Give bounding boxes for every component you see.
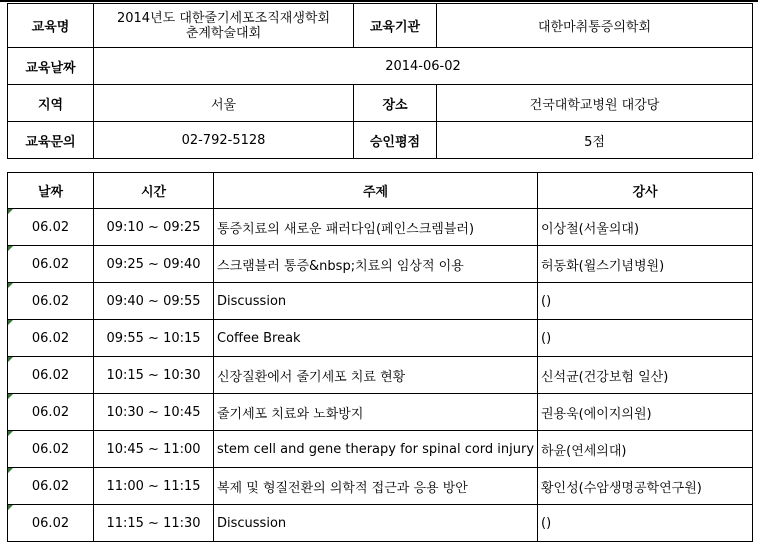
row-time: 09:40 ~ 09:55 [94,283,214,320]
header-speaker: 강사 [538,173,753,209]
row-time: 11:15 ~ 11:30 [94,505,214,542]
row-speaker: 신석균(건강보험 일산) [538,357,753,394]
edu-name-label: 교육명 [8,4,94,48]
row-date: 06.02 [8,394,94,431]
header-topic: 주제 [214,173,538,209]
credit-value: 5점 [437,122,753,159]
table-row [8,320,753,357]
place-label: 장소 [354,85,437,122]
info-row-date [8,48,753,85]
row-topic: stem cell and gene therapy for spinal cord injury [214,431,538,468]
schedule-table [7,172,753,542]
table-row [8,246,753,283]
row-time: 09:25 ~ 09:40 [94,246,214,283]
region-label: 지역 [8,85,94,122]
row-speaker: 황인성(수암생명공학연구원) [538,468,753,505]
org-label: 교육기관 [354,4,437,48]
row-topic: Discussion [214,505,538,542]
header-date: 날짜 [8,173,94,209]
row-topic: 복제 및 형질전환의 의학적 접근과 응용 방안 [214,468,538,505]
schedule-header-row [8,173,753,209]
contact-value: 02-792-5128 [94,122,354,159]
table-row [8,394,753,431]
info-row-name [8,4,753,48]
row-date: 06.02 [8,320,94,357]
row-speaker: 권용욱(에이지의원) [538,394,753,431]
table-row [8,283,753,320]
date-label: 교육날짜 [8,48,94,85]
row-topic: 통증치료의 새로운 패러다임(페인스크렘블러) [214,209,538,246]
table-row [8,468,753,505]
row-topic: Discussion [214,283,538,320]
table-row [8,357,753,394]
row-date: 06.02 [8,209,94,246]
row-speaker: () [538,320,753,357]
row-time: 10:30 ~ 10:45 [94,394,214,431]
info-row-contact [8,122,753,159]
row-date: 06.02 [8,283,94,320]
row-date: 06.02 [8,357,94,394]
row-topic: 스크램블러 통증&nbsp;치료의 임상적 이용 [214,246,538,283]
row-topic: 신장질환에서 줄기세포 치료 현황 [214,357,538,394]
contact-label: 교육문의 [8,122,94,159]
row-time: 10:45 ~ 11:00 [94,431,214,468]
info-row-region [8,85,753,122]
row-speaker: 허동화(윌스기념병원) [538,246,753,283]
row-date: 06.02 [8,505,94,542]
date-value: 2014-06-02 [94,48,753,85]
edu-name-line1: 2014년도 대한줄기세포조직재생학회 [116,10,331,26]
row-time: 09:55 ~ 10:15 [94,320,214,357]
credit-label: 승인평점 [354,122,437,159]
table-row [8,431,753,468]
row-topic: 줄기세포 치료와 노화방지 [214,394,538,431]
row-date: 06.02 [8,246,94,283]
row-topic: Coffee Break [214,320,538,357]
region-value: 서울 [94,85,354,122]
row-time: 10:15 ~ 10:30 [94,357,214,394]
table-row [8,505,753,542]
row-time: 09:10 ~ 09:25 [94,209,214,246]
header-time: 시간 [94,173,214,209]
edu-name-line2: 춘계학술대회 [185,25,262,41]
row-date: 06.02 [8,431,94,468]
table-row [8,209,753,246]
place-value: 건국대학교병원 대강당 [437,85,753,122]
top-border-line [0,0,758,2]
org-value: 대한마취통증의학회 [437,4,753,48]
row-date: 06.02 [8,468,94,505]
course-info-table [7,3,753,159]
row-speaker: 이상철(서울의대) [538,209,753,246]
row-speaker: () [538,505,753,542]
row-time: 11:00 ~ 11:15 [94,468,214,505]
row-speaker: () [538,283,753,320]
edu-name-value [94,4,354,48]
row-speaker: 하윤(연세의대) [538,431,753,468]
